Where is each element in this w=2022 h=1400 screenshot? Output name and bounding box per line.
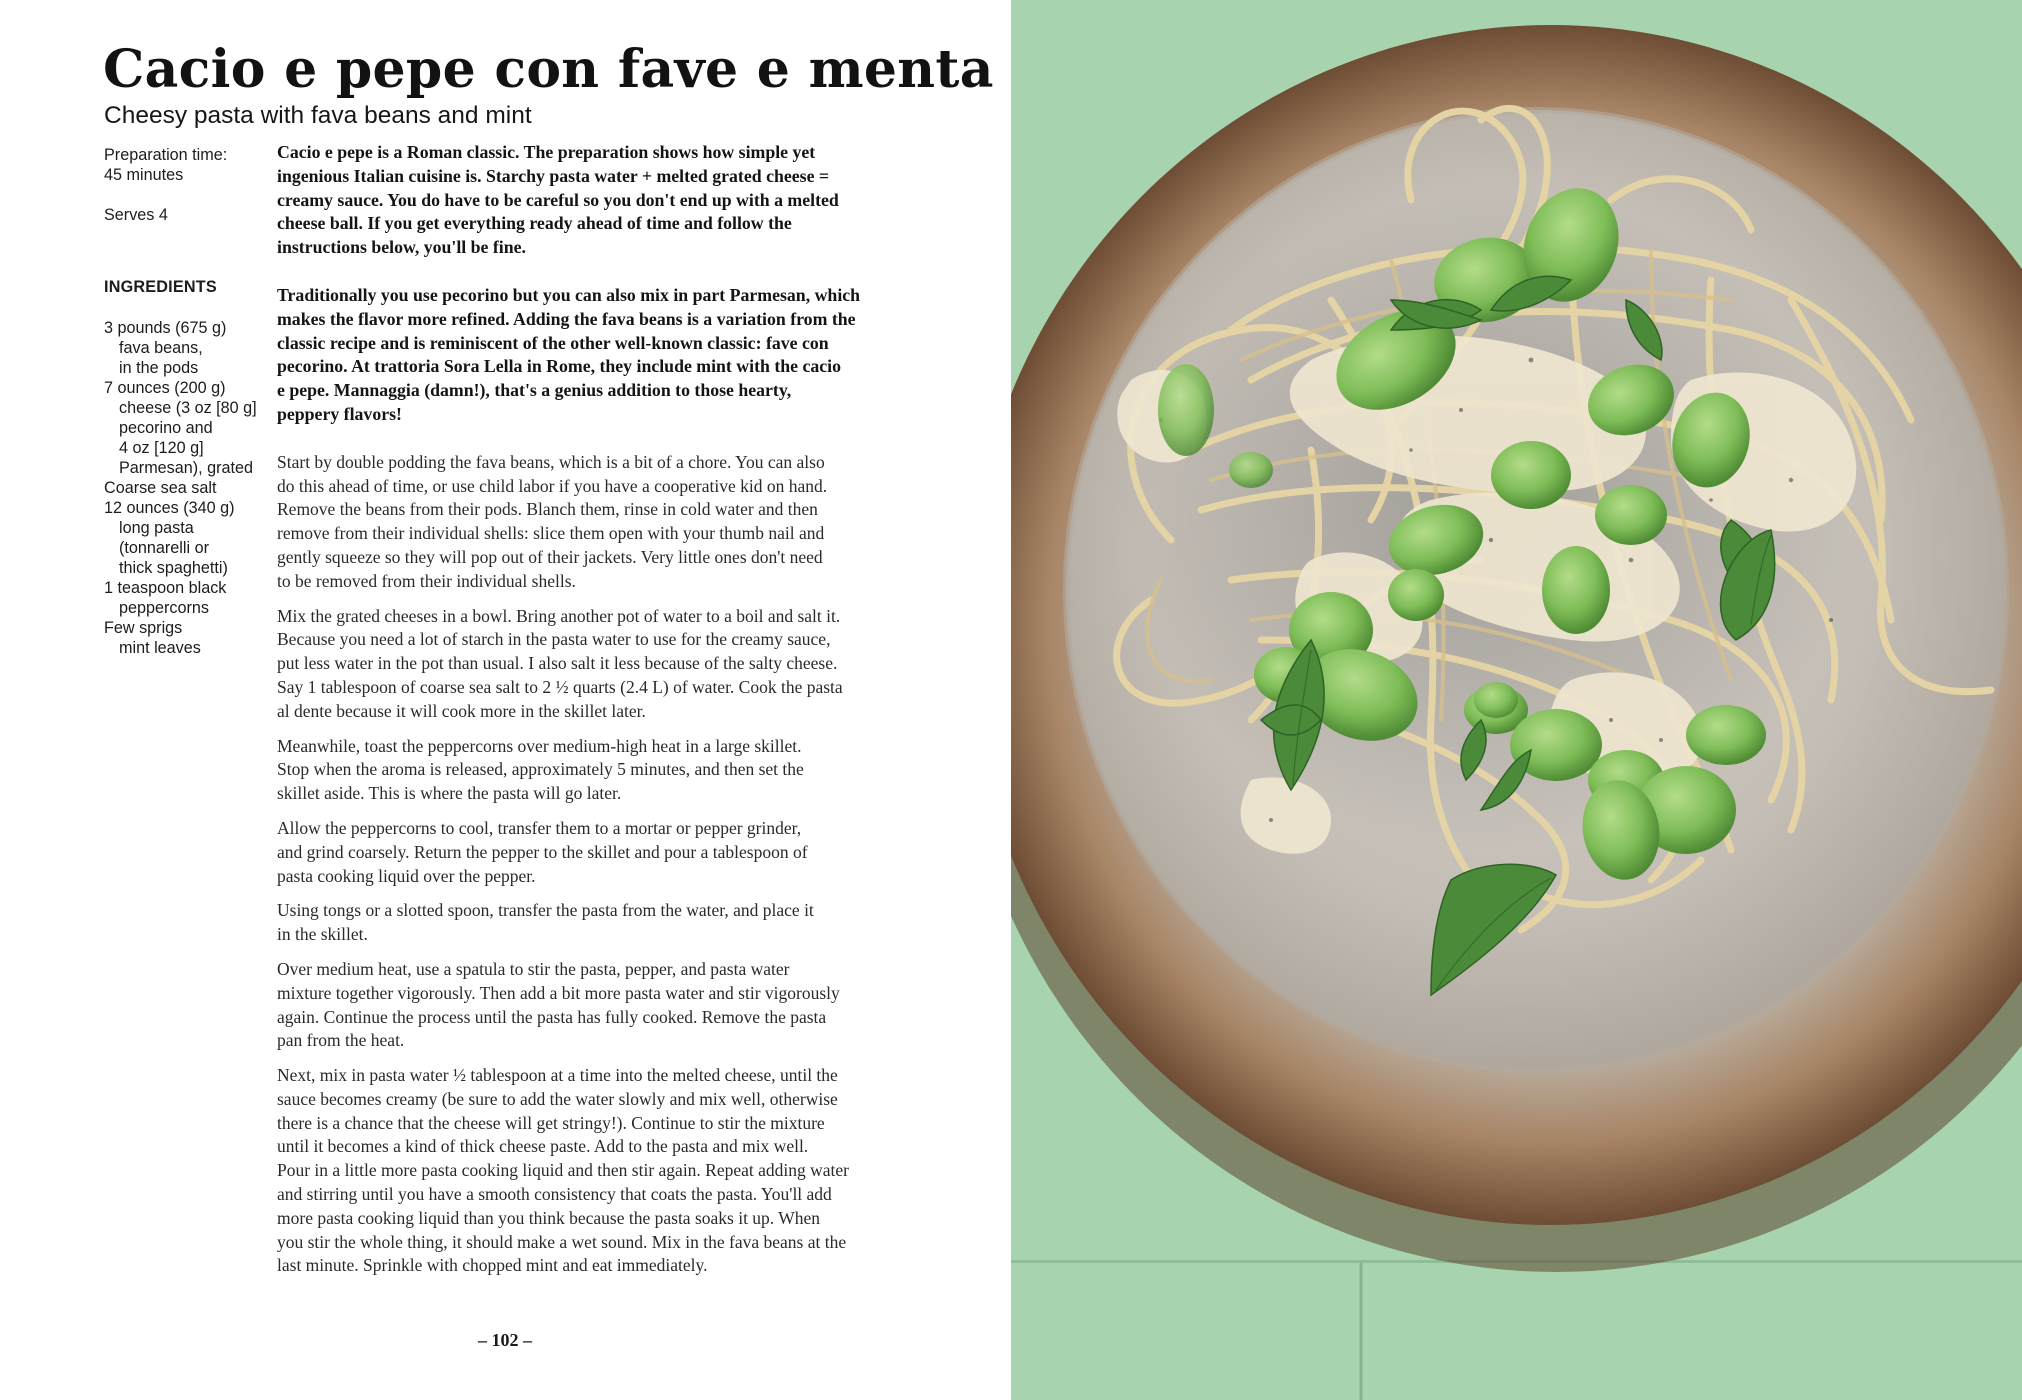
ingredient-line: cheese (3 oz [80 g] — [119, 399, 257, 417]
text-line: pan from the heat. — [277, 1030, 405, 1051]
text-line: Remove the beans from their pods. Blanch them, rinse in cold water and then — [277, 499, 818, 520]
text-line: Allow the peppercorns to cool, transfer them to a mortar or pepper grinder, — [277, 817, 802, 838]
ingredient-item — [104, 378, 269, 478]
text-line: and grind coarsely. Return the pepper to the skillet and pour a tablespoon of — [277, 841, 808, 862]
intro-paragraph — [277, 141, 967, 260]
text-line: mixture together vigorously. Then add a bit more pasta water and stir vigorously — [277, 982, 840, 1003]
ingredient-line: Coarse sea salt — [104, 479, 217, 497]
text-line: to be removed from their individual shells. — [277, 570, 576, 591]
ingredients-heading: INGREDIENTS — [104, 278, 217, 296]
text-line: put less water in the pot than usual. I also salt it less because of the salty cheese. — [277, 653, 838, 674]
intro-paragraph — [277, 284, 967, 427]
ingredients-list — [104, 318, 269, 658]
ingredient-line: pecorino and — [119, 419, 213, 437]
text-line: remove from their individual shells: slice them open with your thumb nail and — [277, 523, 825, 544]
text-line: pecorino. At trattoria Sora Lella in Rome, they include mint with the cacio — [277, 356, 841, 377]
text-line: skillet aside. This is where the pasta will go later. — [277, 783, 622, 804]
text-line: al dente because it will cook more in the skillet later. — [277, 700, 646, 721]
ingredient-item — [104, 478, 269, 498]
dish-photo — [1011, 0, 2022, 1400]
text-line: Stop when the aroma is released, approximately 5 minutes, and then set the — [277, 759, 804, 780]
ingredient-line: 7 ounces (200 g) — [104, 379, 226, 397]
recipe-title: Cacio e pepe con fave e menta — [103, 39, 994, 100]
ingredient-line: 1 teaspoon black — [104, 579, 227, 597]
text-line: Traditionally you use pecorino but you can also mix in part Parmesan, which — [277, 284, 861, 305]
step-paragraph — [277, 958, 967, 1053]
text-line: in the skillet. — [277, 924, 368, 945]
ingredient-line: 4 oz [120 g] — [119, 439, 204, 457]
text-line: Say 1 tablespoon of coarse sea salt to 2 ½ quarts (2.4 L) of water. Cook the pasta — [277, 676, 843, 697]
text-line: creamy sauce. You do have to be careful so you don't end up with a melted — [277, 189, 839, 210]
ingredient-line: Parmesan), grated — [119, 459, 254, 477]
text-line: e pepe. Mannaggia (damn!), that's a genius addition to those hearty, — [277, 380, 792, 401]
text-line: sauce becomes creamy (be sure to add the water slowly and mix well, otherwise — [277, 1088, 838, 1109]
text-line: Meanwhile, toast the peppercorns over medium-high heat in a large skillet. — [277, 735, 802, 756]
dish-photo-image — [1011, 0, 2022, 1400]
text-line: again. Continue the process until the pasta has fully cooked. Remove the pasta — [277, 1006, 827, 1027]
text-line: ingenious Italian cuisine is. Starchy pasta water + melted grated cheese = — [277, 165, 830, 186]
ingredient-line: Few sprigs — [104, 619, 183, 637]
step-paragraph — [277, 899, 967, 947]
serves-text: Serves 4 — [104, 206, 168, 224]
text-line: Start by double podding the fava beans, which is a bit of a chore. You can also — [277, 451, 825, 472]
text-line: cheese ball. If you get everything ready ahead of time and follow the — [277, 213, 792, 234]
text-line: instructions below, you'll be fine. — [277, 237, 526, 258]
recipe-sidebar — [104, 145, 269, 658]
ingredient-item — [104, 498, 269, 578]
ingredient-line: thick spaghetti) — [119, 559, 228, 577]
text-line: Over medium heat, use a spatula to stir the pasta, pepper, and pasta water — [277, 958, 790, 979]
prep-time-value: 45 minutes — [104, 166, 184, 184]
ingredient-item — [104, 618, 269, 658]
text-line: Using tongs or a slotted spoon, transfer the pasta from the water, and place it — [277, 900, 814, 921]
text-line: makes the flavor more refined. Adding the fava beans is a variation from the — [277, 308, 856, 329]
text-line: you stir the whole thing, it should make a wet sound. Mix in the fava beans at the — [277, 1231, 847, 1252]
step-paragraph — [277, 1064, 967, 1278]
ingredient-line: mint leaves — [119, 639, 201, 657]
ingredient-line: in the pods — [119, 359, 199, 377]
text-line: do this ahead of time, or use child labor if you have a cooperative kid on hand. — [277, 475, 828, 496]
text-line: classic recipe and is reminiscent of the other well-known classic: fave con — [277, 332, 829, 353]
text-line: Because you need a lot of starch in the pasta water to use for the creamy sauce, — [277, 629, 831, 650]
recipe-intro — [277, 141, 967, 427]
text-line: peppery flavors! — [277, 403, 402, 424]
step-paragraph — [277, 451, 967, 594]
ingredient-line: long pasta — [119, 519, 194, 537]
recipe-body — [277, 141, 967, 1289]
text-line: until it becomes a kind of thick cheese paste. Add to the pasta and mix well. — [277, 1136, 809, 1157]
text-line: gently squeeze so they will pop out of their jackets. Very little ones don't need — [277, 546, 823, 567]
ingredient-item — [104, 578, 269, 618]
ingredient-line: peppercorns — [119, 599, 209, 617]
recipe-steps — [277, 451, 967, 1279]
prep-time-label: Preparation time: — [104, 146, 228, 164]
text-line: and stirring until you have a smooth consistency that coats the pasta. You'll add — [277, 1184, 832, 1205]
step-paragraph — [277, 735, 967, 806]
ingredient-line: (tonnarelli or — [119, 539, 209, 557]
text-line: more pasta cooking liquid than you think because the pasta soaks it up. When — [277, 1207, 821, 1228]
ingredient-line: 3 pounds (675 g) — [104, 319, 227, 337]
text-line: Mix the grated cheeses in a bowl. Bring another pot of water to a boil and salt it. — [277, 605, 841, 626]
step-paragraph — [277, 817, 967, 888]
text-line: last minute. Sprinkle with chopped mint and eat immediately. — [277, 1255, 708, 1276]
text-line: Pour in a little more pasta cooking liquid and then stir again. Repeat adding water — [277, 1160, 850, 1181]
text-line: there is a chance that the cheese will get stringy!). Continue to stir the mixture — [277, 1112, 825, 1133]
ingredient-line: 12 ounces (340 g) — [104, 499, 235, 517]
text-line: Next, mix in pasta water ½ tablespoon at a time into the melted cheese, until the — [277, 1065, 838, 1086]
text-line: Cacio e pepe is a Roman classic. The preparation shows how simple yet — [277, 142, 816, 162]
ingredient-item — [104, 318, 269, 378]
page-number: – 102 – — [478, 1330, 532, 1350]
recipe-subtitle: Cheesy pasta with fava beans and mint — [104, 102, 532, 129]
step-paragraph — [277, 605, 967, 724]
ingredient-line: fava beans, — [119, 339, 203, 357]
text-line: pasta cooking liquid over the pepper. — [277, 865, 536, 886]
